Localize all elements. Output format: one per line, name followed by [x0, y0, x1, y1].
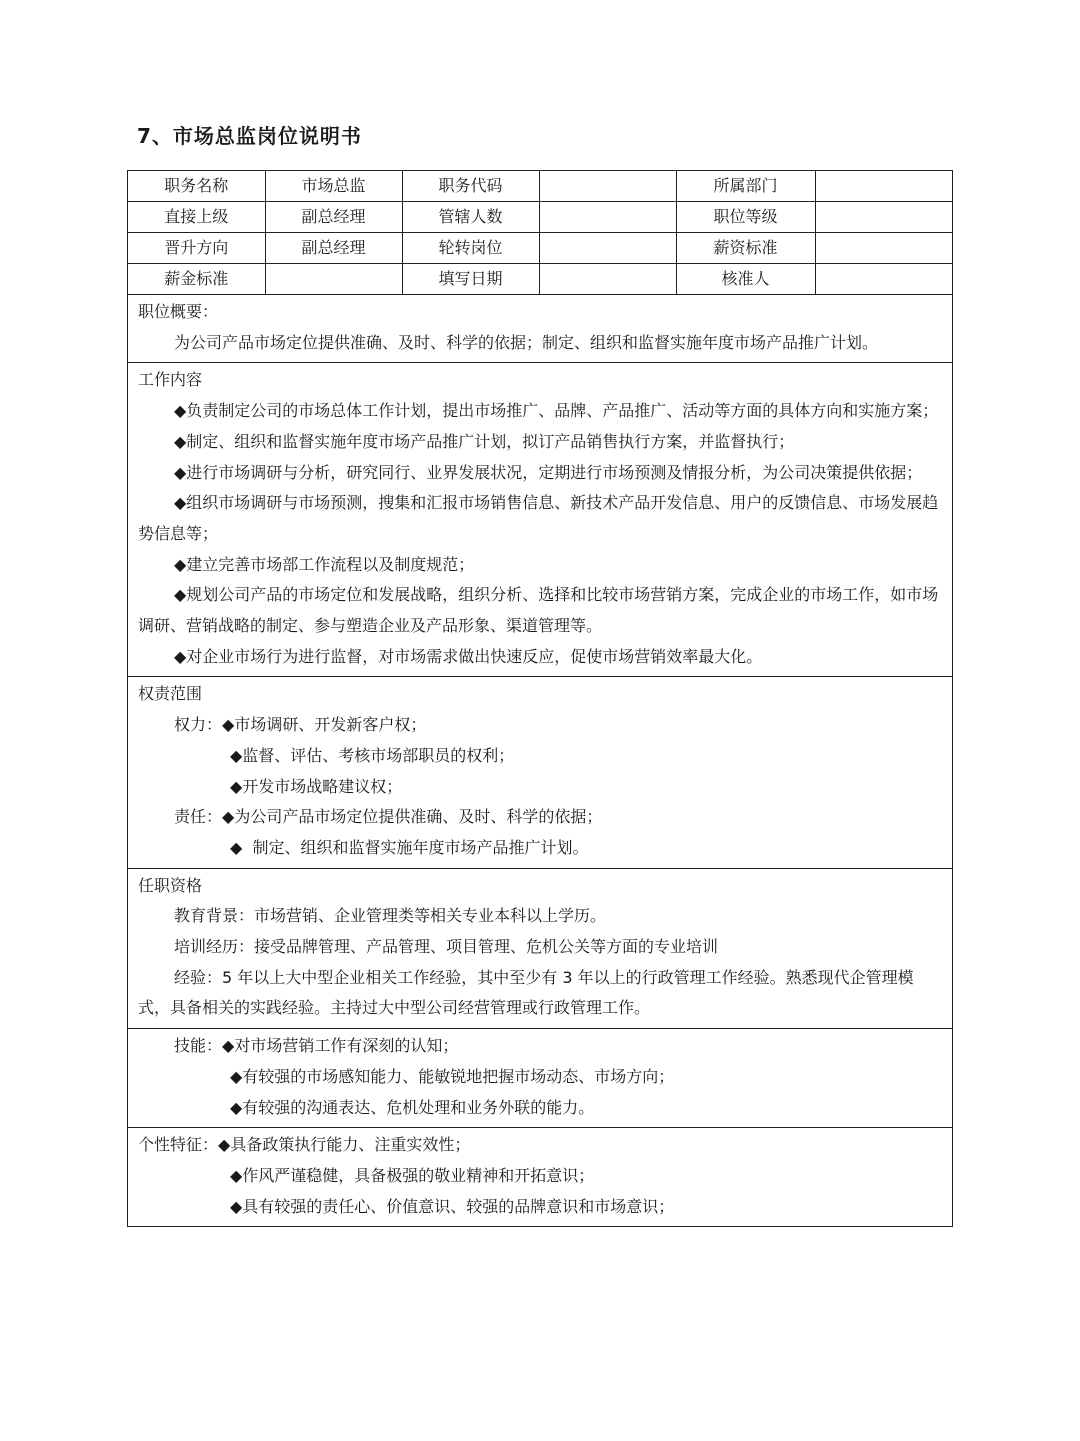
info-row: [128, 171, 952, 202]
power-item: ◆监督、评估、考核市场部职员的权利；: [230, 745, 515, 765]
info-value: [539, 171, 676, 202]
info-value: [539, 233, 676, 264]
skills-section: [128, 1029, 952, 1128]
duty-item: ◆ 制定、组织和监督实施年度市场产品推广计划。: [230, 837, 589, 857]
traits-label: 个性特征：: [138, 1135, 219, 1155]
info-label: 轮转岗位: [402, 233, 539, 264]
duty-item: ◆为公司产品市场定位提供准确、及时、科学的依据；: [222, 807, 603, 827]
trait-item: ◆具备政策执行能力、注重实效性；: [218, 1135, 471, 1155]
authority-section: [128, 677, 952, 868]
info-value: [815, 171, 952, 202]
trait-item: ◆具有较强的责任心、价值意识、较强的品牌意识和市场意识；: [230, 1196, 675, 1216]
work-item: ◆建立完善市场部工作流程以及制度规范；: [174, 554, 475, 574]
power-row: [138, 710, 944, 741]
info-label: 职位等级: [676, 202, 815, 233]
duty-row: [138, 802, 944, 833]
info-value: [815, 233, 952, 264]
info-label: 管辖人数: [402, 202, 539, 233]
info-label: 所属部门: [676, 171, 815, 202]
basic-info-table: [128, 171, 952, 295]
info-row: [128, 202, 952, 233]
info-label: 核准人: [676, 264, 815, 295]
qualification-section: [128, 869, 952, 1030]
power-item: ◆开发市场战略建议权；: [230, 776, 403, 796]
info-label: 直接上级: [128, 202, 265, 233]
info-label: 薪金标准: [128, 264, 265, 295]
work-item: ◆制定、组织和监督实施年度市场产品推广计划，拟订产品销售执行方案，并监督执行；: [174, 431, 795, 451]
experience-text: 经验：5 年以上大中型企业相关工作经验，其中至少有 3 年以上的行政管理工作经验。熟悉现代企管理模式，具备相关的实践经验。主持过大中型公司经营管理或行政管理工作。: [138, 967, 914, 1018]
overview-text: 为公司产品市场定位提供准确、及时、科学的依据；制定、组织和监督实施年度市场产品推广计划。: [174, 332, 879, 352]
info-label: 填写日期: [402, 264, 539, 295]
education-text: 教育背景：市场营销、企业管理类等相关专业本科以上学历。: [174, 906, 607, 926]
overview-section: [128, 295, 952, 363]
qualification-title: 任职资格: [138, 875, 203, 895]
info-value: [265, 264, 402, 295]
info-value: [539, 202, 676, 233]
work-item: ◆规划公司产品的市场定位和发展战略，组织分析、选择和比较市场营销方案，完成企业的市场工作，如市场调研、营销战略的制定、参与塑造企业及产品形象、渠道管理等。: [138, 585, 939, 636]
authority-title: 权责范围: [138, 684, 203, 704]
job-description-table: [127, 170, 953, 1227]
info-label: 晋升方向: [128, 233, 265, 264]
document-title: 7、市场总监岗位说明书: [137, 124, 362, 148]
overview-title: 职位概要：: [138, 302, 219, 321]
skill-item: ◆对市场营销工作有深刻的认知；: [222, 1036, 459, 1056]
info-value: [815, 264, 952, 295]
info-value: 副总经理: [265, 233, 402, 264]
work-content-section: [128, 363, 952, 677]
info-label: 职务名称: [128, 171, 265, 202]
power-label: 权力：: [174, 715, 223, 735]
skill-item: ◆有较强的沟通表达、危机处理和业务外联的能力。: [230, 1097, 595, 1117]
info-value: [539, 264, 676, 295]
traits-section: [128, 1128, 952, 1226]
info-value: 副总经理: [265, 202, 402, 233]
skills-row: [138, 1031, 944, 1062]
info-value: [815, 202, 952, 233]
info-row: [128, 233, 952, 264]
training-text: 培训经历：接受品牌管理、产品管理、项目管理、危机公关等方面的专业培训: [174, 937, 719, 957]
duty-label: 责任：: [174, 807, 223, 827]
power-item: ◆市场调研、开发新客户权；: [222, 715, 427, 735]
work-item: ◆对企业市场行为进行监督，对市场需求做出快速反应，促使市场营销效率最大化。: [174, 646, 763, 666]
info-row: [128, 264, 952, 295]
info-value: 市场总监: [265, 171, 402, 202]
info-label: 薪资标准: [676, 233, 815, 264]
work-content-title: 工作内容: [138, 370, 203, 390]
trait-item: ◆作风严谨稳健，具备极强的敬业精神和开拓意识；: [230, 1165, 595, 1185]
work-item: ◆组织市场调研与市场预测，搜集和汇报市场销售信息、新技术产品开发信息、用户的反馈信息、市场发展趋势信息等；: [138, 493, 939, 543]
work-item: ◆进行市场调研与分析，研究同行、业界发展状况，定期进行市场预测及情报分析，为公司决策提供依据；: [174, 462, 923, 482]
work-item: ◆负责制定公司的市场总体工作计划，提出市场推广、品牌、产品推广、活动等方面的具体方向和实施方案；: [174, 401, 939, 421]
skill-item: ◆有较强的市场感知能力、能敏锐地把握市场动态、市场方向；: [230, 1066, 675, 1086]
skills-label: 技能：: [174, 1036, 223, 1056]
info-label: 职务代码: [402, 171, 539, 202]
traits-row: [138, 1130, 944, 1161]
